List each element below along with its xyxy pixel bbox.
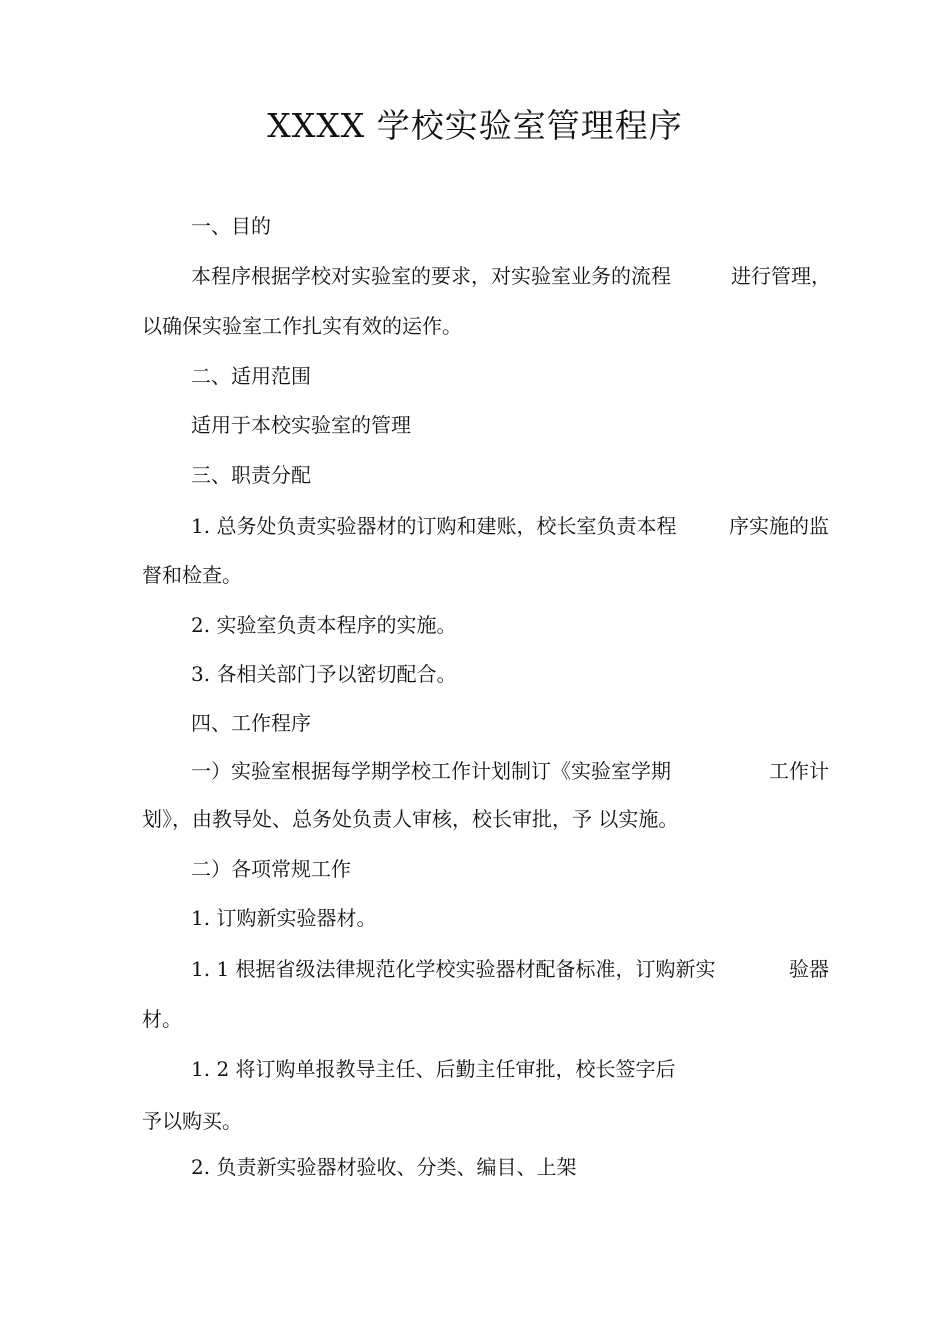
paragraph-text: 验器 [789,957,829,981]
procedure-item-1-2-line1: 1. 2 将订购单报教导主任、后勤主任审批，校长签字后 [191,1057,676,1081]
procedure-item-1: 1. 订购新实验器材。 [191,906,377,930]
paragraph-text: 一）实验室根据每学期学校工作计划制订《实验室学期 [191,759,671,783]
paragraph-text: 工作计 [769,759,829,783]
document-title: XXXX 学校实验室管理程序 [267,106,683,145]
paragraph-purpose-line2: 以确保实验室工作扎实有效的运作。 [142,314,462,338]
paragraph-text: 1. 总务处负责实验器材的订购和建账，校长室负责本程 [191,514,677,538]
procedure-item-1-1-line2: 材。 [142,1007,182,1031]
procedure-sub1-line2: 划》，由教导处、总务处负责人审核，校长审批，予 以实施。 [142,807,679,831]
procedure-sub2-heading: 二）各项常规工作 [191,857,351,881]
paragraph-text: 进行管理， [731,264,831,288]
section-heading-procedure: 四、工作程序 [191,711,311,735]
procedure-item-1-2-line2: 予以购买。 [142,1109,242,1133]
section-heading-scope: 二、适用范围 [191,364,311,388]
paragraph-text: 序实施的监 [729,514,829,538]
procedure-sub1-line1 [191,757,829,785]
duty-item-1-line1 [191,512,829,540]
procedure-item-1-1-line1 [191,955,829,983]
section-heading-purpose: 一、目的 [191,214,271,238]
paragraph-text: 1. 1 根据省级法律规范化学校实验器材配备标准，订购新实 [191,957,716,981]
duty-item-2: 2. 实验室负责本程序的实施。 [191,613,457,637]
duty-item-3: 3. 各相关部门予以密切配合。 [191,662,457,686]
paragraph-purpose-line1 [191,262,831,290]
section-heading-duties: 三、职责分配 [191,463,311,487]
procedure-item-2: 2. 负责新实验器材验收、分类、编目、上架 [191,1155,577,1179]
paragraph-scope: 适用于本校实验室的管理 [191,413,411,437]
paragraph-text: 本程序根据学校对实验室的要求，对实验室业务的流程 [191,264,671,288]
duty-item-1-line2: 督和检查。 [142,563,242,587]
